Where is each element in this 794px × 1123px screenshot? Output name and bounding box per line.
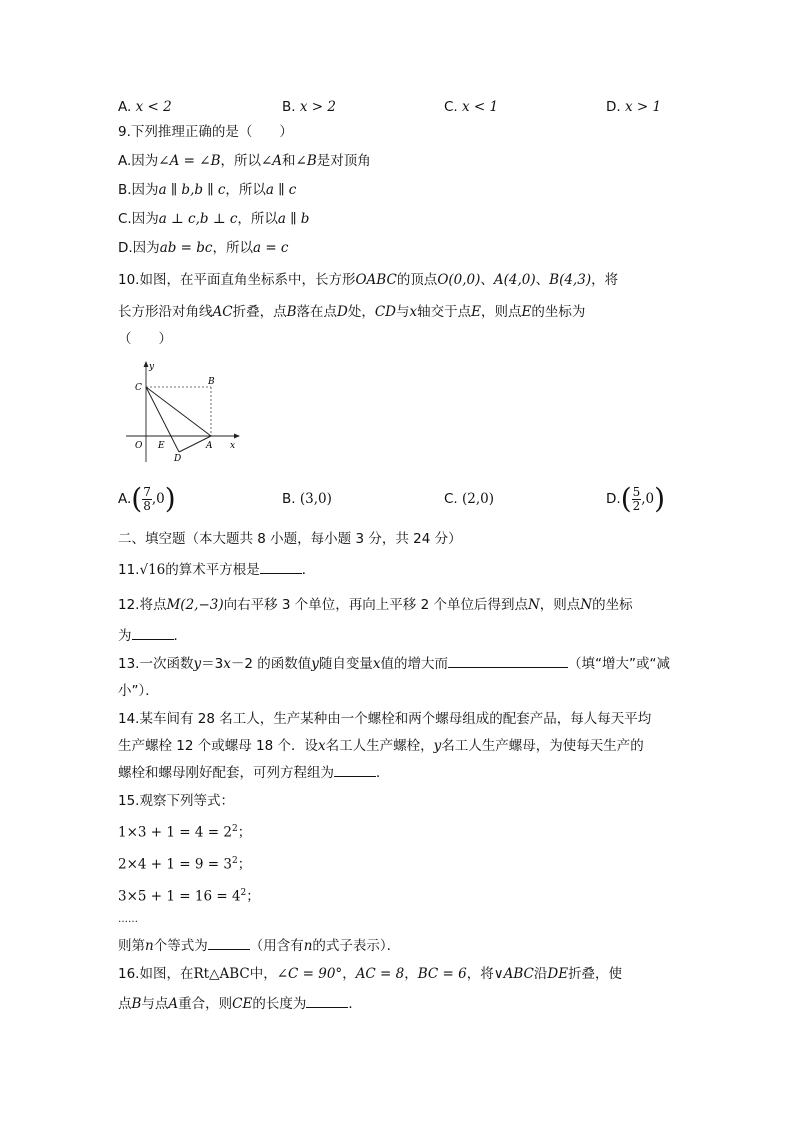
option-letter: C.	[444, 491, 458, 507]
q13-line-1	[118, 654, 670, 674]
text: ；	[237, 824, 252, 841]
text: 点	[118, 996, 132, 1012]
label-A: A	[206, 441, 213, 451]
text: 是对顶角	[316, 153, 371, 169]
math: ∠B	[295, 153, 317, 169]
option-expr: x > 2	[299, 99, 336, 115]
q13-line-2: 小”）．	[118, 683, 159, 699]
option-expr: x > 1	[624, 99, 662, 115]
text: 折叠，点	[232, 304, 287, 320]
math: O(0,0)	[437, 272, 481, 288]
q15-equation-1	[118, 819, 251, 843]
label-y: y	[149, 362, 155, 372]
text: ．	[301, 562, 316, 578]
segment-CA	[146, 387, 211, 436]
numerator: 5	[632, 484, 641, 499]
answer-blank[interactable]	[306, 995, 348, 1008]
math: a ∥ c	[265, 182, 297, 198]
math: a ∥ b	[277, 211, 310, 227]
math: CE	[232, 996, 253, 1012]
math: x	[223, 656, 231, 672]
q9-option-c	[118, 209, 309, 229]
text: 落在点	[296, 304, 338, 320]
q9-stem: 9.下列推理正确的是（ ）	[118, 124, 293, 140]
math: ∨ABC	[493, 966, 534, 982]
text: 的坐标	[592, 597, 633, 613]
math: n	[303, 938, 313, 954]
math: a ∥ b,b ∥ c	[158, 182, 226, 198]
option-letter: D.	[606, 99, 621, 115]
text: 的式子表示）．	[312, 938, 401, 954]
text: 螺栓和螺母刚好配套，可列方程组为	[118, 765, 334, 781]
math: B	[131, 996, 142, 1012]
text: 重合，则	[178, 996, 233, 1012]
text: ，则点	[480, 304, 522, 320]
denominator: 2	[632, 498, 641, 513]
y-axis-arrow	[144, 361, 149, 367]
math: B	[286, 304, 297, 320]
q11	[118, 560, 315, 580]
math: x	[372, 656, 381, 672]
math: ,0	[151, 491, 165, 507]
math: 3×5 + 1 = 16 = 4	[118, 888, 241, 905]
text: 则第	[118, 938, 145, 954]
math: E	[521, 304, 532, 320]
text: 、	[535, 272, 550, 288]
option-letter: A.	[118, 491, 132, 507]
option-letter: B.	[282, 491, 296, 507]
math: D	[337, 304, 348, 320]
math: a ⊥ c,b ⊥ c	[158, 211, 238, 227]
answer-blank[interactable]	[132, 627, 174, 640]
math: B(4,3)	[549, 272, 592, 288]
math: E	[471, 304, 481, 320]
math: y	[311, 656, 319, 672]
paren: )	[654, 482, 666, 515]
q10-line-2	[118, 302, 585, 322]
text: 处，	[347, 304, 375, 320]
q10-option-b	[282, 489, 332, 509]
math: A(4,0)	[493, 272, 536, 288]
text: 12.将点	[118, 597, 167, 613]
label-O: O	[135, 441, 143, 451]
text: －2 的函数值	[230, 656, 312, 672]
text: ．	[173, 628, 187, 644]
text: ，所以	[212, 240, 253, 256]
q12-line-2	[118, 626, 187, 646]
math: ab = bc	[159, 240, 213, 256]
q10-option-c	[444, 489, 494, 509]
q9-option-b	[118, 180, 296, 200]
text: ，所以	[225, 182, 266, 198]
fraction	[632, 486, 642, 513]
option-expr: x < 1	[462, 99, 499, 115]
q10-option-d	[606, 481, 665, 517]
text: 向右平移 3 个单位，再向上平移 2 个单位后得到点	[223, 597, 528, 613]
q16-line-2	[118, 994, 362, 1014]
math: Rt△ABC	[193, 966, 250, 982]
math: A	[168, 996, 179, 1012]
option-letter: B.	[282, 99, 296, 115]
text: A.因为	[118, 153, 159, 169]
q16-line-1	[118, 964, 622, 984]
label-x: x	[230, 441, 236, 451]
math: N	[527, 597, 540, 613]
text: ＝3	[201, 656, 224, 672]
option-letter: A.	[118, 99, 132, 115]
text: 名工人生产螺栓，	[325, 738, 434, 754]
text: 个等式为	[153, 938, 208, 954]
math: AC = 8	[355, 966, 405, 982]
q14-line-2	[118, 736, 644, 756]
label-C: C	[135, 383, 142, 393]
answer-blank[interactable]	[260, 561, 302, 574]
text: ．	[348, 996, 362, 1012]
math: x	[318, 738, 326, 754]
math: OABC	[355, 272, 397, 288]
text: 的长度为	[252, 996, 307, 1012]
math: N	[580, 597, 593, 613]
text: 的坐标为	[531, 304, 586, 320]
numerator: 7	[143, 484, 151, 499]
label-D: D	[174, 454, 182, 464]
q15-ellipsis: ……	[118, 914, 138, 925]
text: ；	[237, 856, 252, 873]
math: ∠A	[260, 153, 283, 169]
text: 和	[282, 153, 296, 169]
q8-option-a	[118, 97, 172, 117]
math: 2×4 + 1 = 9 = 3	[118, 856, 232, 873]
q10-answer-parens: （ ）	[118, 331, 172, 347]
text: 轴交于点	[417, 304, 472, 320]
text: 13.一次函数	[118, 656, 194, 672]
math: n	[145, 938, 154, 954]
option-expr: (3,0)	[299, 491, 332, 507]
q14-line-3	[118, 763, 390, 783]
math: y	[193, 656, 202, 672]
q10-option-a	[118, 481, 176, 517]
text: 的算术平方根是	[165, 562, 260, 578]
text: ，将	[466, 966, 494, 982]
text: D.因为	[118, 240, 160, 256]
q12-line-1	[118, 595, 633, 615]
answer-blank[interactable]	[448, 655, 568, 668]
text: 10.如图，在平面直角坐标系中，长方形	[118, 272, 356, 288]
label-E: E	[158, 441, 165, 451]
text: ，	[404, 966, 418, 982]
math: y	[433, 738, 442, 754]
text: 、	[480, 272, 494, 288]
denominator: 8	[143, 498, 151, 513]
option-letter: D.	[606, 491, 621, 507]
text: ，所以	[220, 153, 261, 169]
text: 折叠，使	[568, 966, 623, 982]
math: ∠A = ∠B	[158, 153, 221, 169]
text: （填“增大”或“减	[568, 656, 670, 672]
q15-equation-2	[118, 851, 251, 875]
option-expr: (2,0)	[462, 491, 495, 507]
option-expr: x < 2	[135, 99, 172, 115]
text: 与	[396, 304, 410, 320]
answer-blank[interactable]	[208, 937, 250, 950]
exponent: 2	[240, 888, 247, 898]
q8-option-d	[606, 97, 661, 117]
math: a = c	[252, 240, 289, 256]
text: 沿	[533, 966, 548, 982]
fraction	[142, 486, 152, 513]
coordinate-figure	[118, 358, 248, 466]
math: DE	[547, 966, 569, 982]
q15-stem: 15.观察下列等式：	[118, 793, 234, 809]
q9-option-a	[118, 151, 371, 171]
label-B: B	[208, 377, 215, 387]
q15-final	[118, 936, 400, 956]
text: 16.如图，在	[118, 966, 194, 982]
paren: )	[164, 482, 176, 515]
text: 长方形沿对角线	[118, 304, 213, 320]
q8-option-b	[282, 97, 336, 117]
text: ；	[246, 888, 260, 905]
exponent: 2	[231, 856, 238, 866]
text: ，所以	[237, 211, 278, 227]
answer-blank[interactable]	[334, 764, 376, 777]
text: 中，	[249, 966, 277, 982]
section-heading: 二、填空题（本大题共 8 小题，每小题 3 分，共 24 分）	[118, 531, 462, 547]
option-letter: C.	[444, 99, 458, 115]
text: 值的增大而	[380, 656, 448, 672]
math: CD	[374, 304, 396, 320]
text: ，则点	[539, 597, 581, 613]
math: ∠C = 90°	[276, 966, 343, 982]
math: M(2,−3)	[166, 597, 224, 613]
text: 生产螺栓 12 个或螺母 18 个．设	[118, 738, 319, 754]
text: ，	[342, 966, 356, 982]
text: B.因为	[118, 182, 159, 198]
math: BC = 6	[417, 966, 467, 982]
text: 随自变量	[318, 656, 373, 672]
q10-line-1	[118, 270, 618, 290]
math: √16	[139, 562, 166, 578]
text: ，将	[591, 272, 619, 288]
math: 1×3 + 1 = 4 = 2	[118, 824, 232, 841]
q14-line-1: 14.某车间有 28 名工人，生产某种由一个螺栓和两个螺母组成的配套产品，每人每天平均	[118, 711, 652, 727]
text: 为	[118, 628, 132, 644]
text: 名工人生产螺母，为使每天生产的	[441, 738, 644, 754]
text: 11.	[118, 562, 140, 578]
text: ．	[376, 765, 390, 781]
q9-option-d	[118, 238, 289, 258]
paren: (	[620, 482, 632, 515]
math: ,0	[641, 491, 655, 507]
math: AC	[212, 304, 233, 320]
text: 与点	[141, 996, 169, 1012]
exponent: 2	[231, 824, 238, 834]
q8-option-c	[444, 97, 498, 117]
text: C.因为	[118, 211, 159, 227]
math: x	[409, 304, 418, 320]
text: 的顶点	[396, 272, 438, 288]
q15-equation-3	[118, 883, 260, 907]
text: （用含有	[249, 938, 304, 954]
x-axis-arrow	[234, 434, 240, 439]
paren: (	[131, 482, 143, 515]
